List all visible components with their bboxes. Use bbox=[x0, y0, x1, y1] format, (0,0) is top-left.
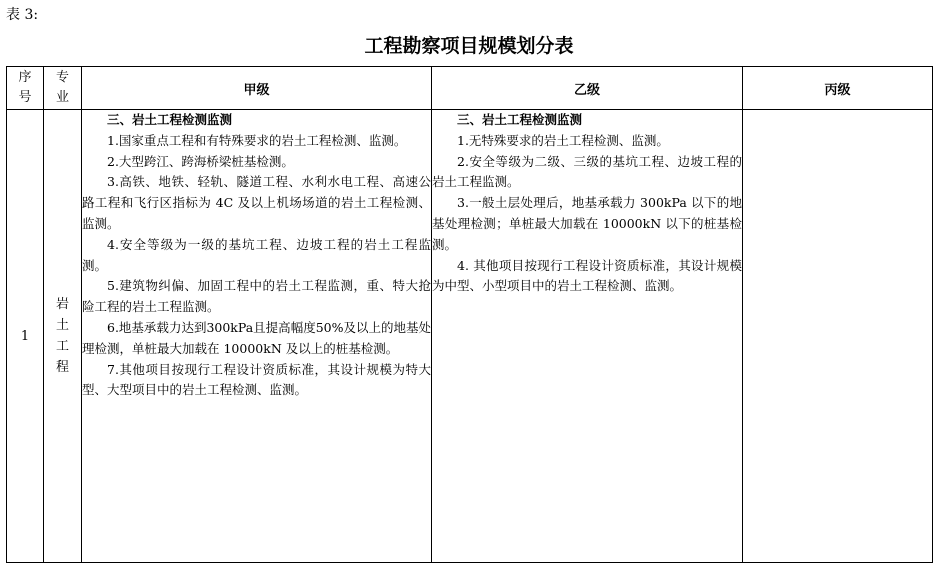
document-title: 工程勘察项目规模划分表 bbox=[364, 35, 574, 57]
grade-b-cell bbox=[432, 110, 743, 563]
grade-a-heading: 三、岩土工程检测监测 bbox=[107, 112, 233, 127]
grade-a-item: 1.国家重点工程和有特殊要求的岩土工程检测、监测。 bbox=[107, 132, 407, 148]
grade-c-cell bbox=[743, 110, 933, 563]
grade-a-item: 5.建筑物纠偏、加固工程中的岩土工程监测，重、特大抢险工程的岩土工程监测。 bbox=[82, 278, 431, 315]
grade-b-item: 4. 其他项目按现行工程设计资质标准，其设计规模为中型、小型项目中的岩土工程检测、监测。 bbox=[432, 257, 742, 294]
grade-a-item: 3.高铁、地铁、轻轨、隧道工程、水利水电工程、高速公路工程和飞行区指标为 4C 及以上机场场道的岩土工程检测、监测。 bbox=[82, 174, 431, 231]
row-number: 1 bbox=[7, 110, 44, 563]
header-grade-c: 丙级 bbox=[743, 67, 933, 110]
header-specialty-char: 专 bbox=[55, 70, 69, 85]
specialty-char: 工 bbox=[55, 339, 69, 354]
grade-a-item: 2.大型跨江、跨海桥梁桩基检测。 bbox=[107, 153, 294, 169]
header-specialty bbox=[44, 67, 82, 110]
table-row bbox=[7, 110, 933, 563]
header-no bbox=[7, 67, 44, 110]
header-grade-b: 乙级 bbox=[432, 67, 743, 110]
grade-a-cell bbox=[82, 110, 432, 563]
grade-b-item: 3.一般土层处理后，地基承载力 300kPa 以下的地基处理检测；单桩最大加载在 10000kN 以下的桩基检测。 bbox=[432, 195, 742, 252]
table-label: 表 3: bbox=[6, 7, 39, 23]
project-scale-table bbox=[6, 66, 933, 563]
row-specialty bbox=[44, 110, 82, 563]
specialty-char: 土 bbox=[55, 318, 69, 333]
grade-b-item: 1.无特殊要求的岩土工程检测、监测。 bbox=[457, 132, 669, 148]
header-no-char: 号 bbox=[18, 90, 32, 105]
header-specialty-char: 业 bbox=[55, 90, 69, 105]
header-row bbox=[7, 67, 933, 110]
grade-a-item: 4.安全等级为一级的基坑工程、边坡工程的岩土工程监测。 bbox=[82, 236, 431, 273]
grade-a-item: 6.地基承载力达到300kPa且提高幅度50%及以上的地基处理检测，单桩最大加载在 10000kN 及以上的桩基检测。 bbox=[82, 319, 431, 356]
grade-b-item: 2.安全等级为二级、三级的基坑工程、边坡工程的岩土工程监测。 bbox=[432, 153, 742, 190]
header-grade-a: 甲级 bbox=[82, 67, 432, 110]
grade-b-heading: 三、岩土工程检测监测 bbox=[457, 112, 583, 127]
header-no-char: 序 bbox=[18, 70, 32, 85]
specialty-char: 岩 bbox=[55, 297, 69, 312]
specialty-char: 程 bbox=[55, 360, 69, 375]
grade-a-item: 7.其他项目按现行工程设计资质标准，其设计规模为特大型、大型项目中的岩土工程检测、监测。 bbox=[82, 361, 431, 398]
